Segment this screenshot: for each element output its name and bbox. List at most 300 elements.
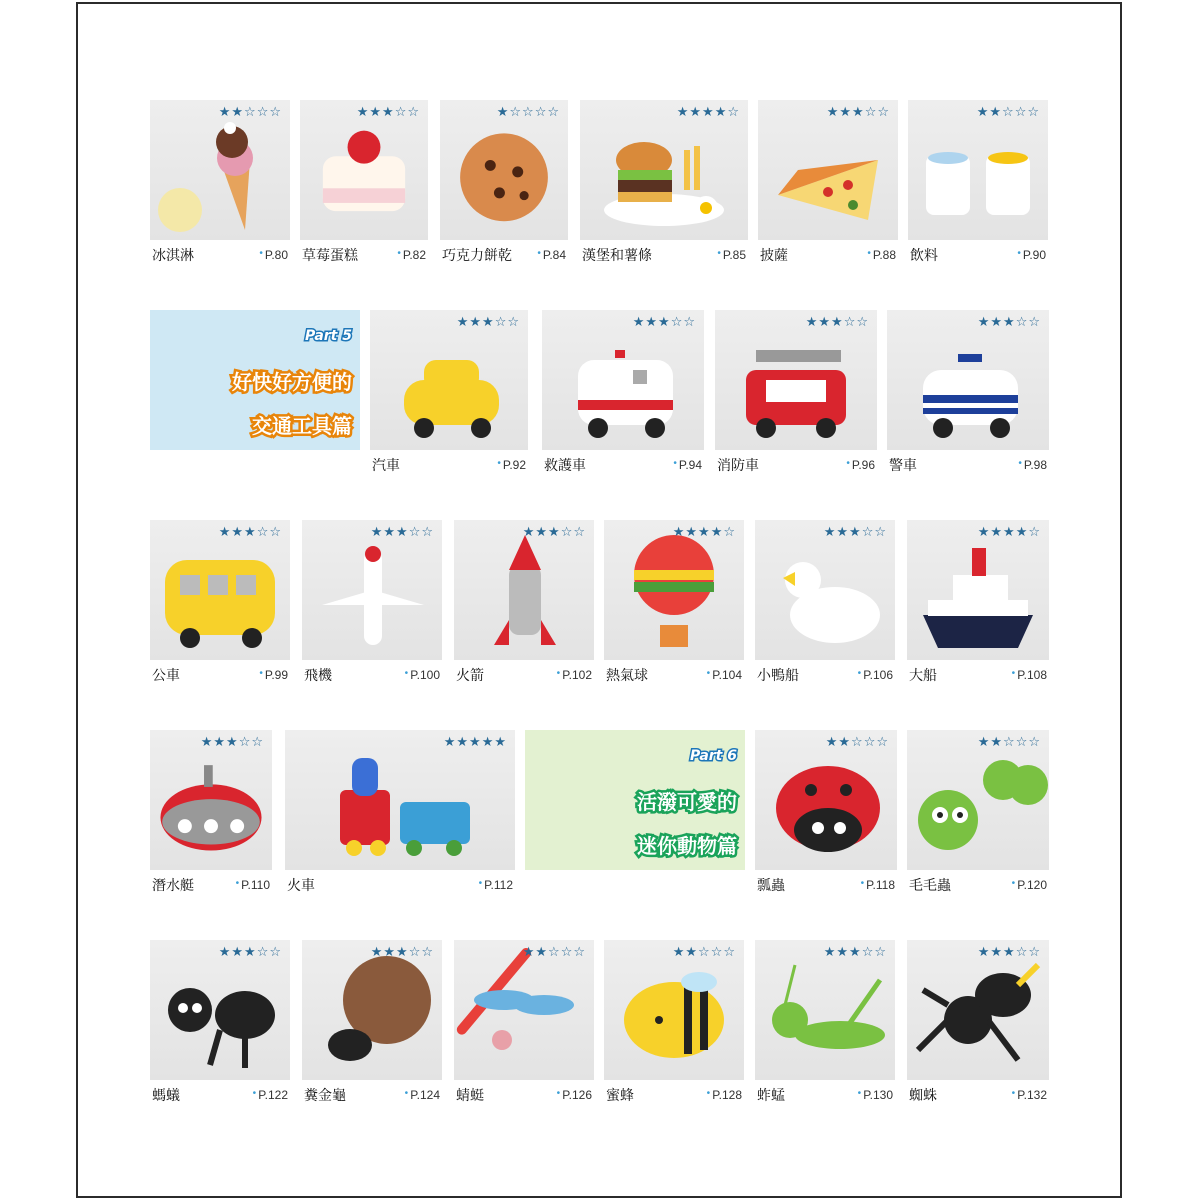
star-filled-icon: ★ [990, 945, 1004, 960]
rocket-illustration [454, 520, 594, 660]
page-reference [1012, 878, 1047, 892]
star-outline-icon: ☆ [698, 945, 711, 960]
project-photo [755, 730, 897, 870]
project-photo [604, 520, 744, 660]
star-filled-icon: ★ [369, 105, 383, 120]
bullet-icon: • [1011, 878, 1016, 889]
star-outline-icon: ☆ [723, 945, 736, 960]
star-filled-icon: ★ [396, 945, 409, 960]
pizza-illustration [758, 100, 898, 240]
star-filled-icon: ★ [685, 525, 699, 540]
bullet-icon: • [857, 1088, 862, 1099]
grasshopper-illustration [755, 940, 895, 1080]
bullet-icon: • [259, 248, 263, 259]
star-outline-icon: ☆ [723, 525, 736, 540]
star-outline-icon: ☆ [683, 315, 696, 330]
page-number: P.102 [562, 668, 592, 682]
page-reference [673, 458, 702, 472]
difficulty-stars [824, 525, 887, 541]
project-name: 蜜蜂 [606, 1088, 634, 1104]
star-filled-icon: ★ [977, 945, 991, 960]
star-filled-icon: ★ [823, 945, 837, 960]
difficulty-stars [523, 525, 586, 541]
project-photo [542, 310, 704, 450]
star-filled-icon: ★ [672, 525, 686, 540]
star-outline-icon: ☆ [421, 945, 434, 960]
page-reference [397, 248, 426, 262]
star-filled-icon: ★ [356, 105, 370, 120]
project-photo [907, 940, 1049, 1080]
star-filled-icon: ★ [396, 525, 409, 540]
project-card[interactable] [755, 940, 895, 1110]
bullet-icon: • [556, 668, 561, 679]
star-outline-icon: ☆ [509, 105, 523, 120]
project-card[interactable] [907, 520, 1049, 690]
bullet-icon: • [860, 878, 865, 889]
project-name: 火車 [287, 878, 315, 894]
difficulty-stars [978, 735, 1041, 751]
page-number: P.128 [712, 1088, 742, 1102]
page-number: P.124 [410, 1088, 440, 1102]
star-outline-icon: ☆ [1002, 105, 1015, 120]
star-filled-icon: ★ [710, 525, 724, 540]
project-name: 披薩 [760, 248, 788, 264]
project-name: 公車 [152, 668, 180, 684]
page-reference [861, 878, 895, 892]
page-reference [537, 248, 566, 262]
star-filled-icon: ★ [825, 735, 839, 750]
bullet-icon: • [556, 1088, 561, 1099]
page-number: P.94 [678, 458, 702, 472]
star-filled-icon: ★ [231, 105, 245, 120]
difficulty-stars [357, 105, 420, 121]
difficulty-stars [633, 315, 696, 331]
bullet-icon: • [867, 248, 871, 259]
star-filled-icon: ★ [382, 105, 395, 120]
bullet-icon: • [235, 878, 240, 889]
difficulty-stars [677, 105, 740, 121]
difficulty-stars [978, 945, 1041, 961]
star-outline-icon: ☆ [874, 945, 887, 960]
project-name: 警車 [889, 458, 917, 474]
project-photo [715, 310, 877, 450]
bullet-icon: • [706, 1088, 711, 1099]
page-reference [858, 668, 893, 682]
difficulty-stars [826, 735, 889, 751]
project-photo [908, 100, 1048, 240]
page-reference [405, 1088, 440, 1102]
page-reference [557, 1088, 592, 1102]
star-filled-icon: ★ [685, 945, 699, 960]
difficulty-stars [824, 945, 887, 961]
page-number: P.122 [258, 1088, 288, 1102]
project-name: 汽車 [372, 458, 400, 474]
bullet-icon: • [497, 458, 501, 469]
project-photo [370, 310, 528, 450]
page-reference [846, 458, 875, 472]
project-card[interactable] [150, 520, 290, 690]
star-outline-icon: ☆ [560, 525, 574, 540]
star-filled-icon: ★ [838, 735, 852, 750]
project-name: 小鴨船 [757, 668, 799, 684]
star-outline-icon: ☆ [727, 105, 740, 120]
star-filled-icon: ★ [469, 735, 482, 750]
star-filled-icon: ★ [836, 945, 850, 960]
star-filled-icon: ★ [672, 945, 686, 960]
project-card[interactable] [758, 100, 898, 270]
page-number: P.92 [502, 458, 526, 472]
project-name: 瓢蟲 [757, 878, 785, 894]
page-number: P.100 [410, 668, 440, 682]
project-name: 火箭 [456, 668, 484, 684]
star-outline-icon: ☆ [1028, 315, 1041, 330]
project-card[interactable] [604, 520, 744, 690]
project-name: 草莓蛋糕 [302, 248, 358, 264]
star-outline-icon: ☆ [876, 735, 889, 750]
project-card[interactable] [755, 730, 897, 900]
ship-illustration [907, 520, 1049, 660]
star-filled-icon: ★ [990, 735, 1004, 750]
star-outline-icon: ☆ [560, 945, 574, 960]
star-filled-icon: ★ [818, 315, 832, 330]
cookie-illustration [440, 100, 568, 240]
project-photo [907, 730, 1049, 870]
bus-illustration [150, 520, 290, 660]
part-label: Part 6 [689, 748, 737, 764]
dragonfly-illustration [454, 940, 594, 1080]
project-name: 蚱蜢 [757, 1088, 785, 1104]
project-photo [302, 520, 442, 660]
page-number: P.104 [712, 668, 742, 682]
difficulty-stars [978, 525, 1041, 541]
project-card[interactable] [370, 310, 528, 480]
page-number: P.108 [1017, 668, 1047, 682]
star-outline-icon: ☆ [573, 525, 586, 540]
star-filled-icon: ★ [849, 525, 862, 540]
star-filled-icon: ★ [1003, 945, 1016, 960]
star-outline-icon: ☆ [1015, 315, 1029, 330]
project-name: 潛水艇 [152, 878, 194, 894]
star-filled-icon: ★ [805, 315, 819, 330]
project-card[interactable] [302, 940, 442, 1110]
page-number: P.90 [1022, 248, 1046, 262]
star-outline-icon: ☆ [507, 315, 520, 330]
star-filled-icon: ★ [1003, 315, 1016, 330]
star-filled-icon: ★ [522, 525, 536, 540]
star-outline-icon: ☆ [670, 315, 684, 330]
burger-fries-illustration [580, 100, 748, 240]
dung-beetle-illustration [302, 940, 442, 1080]
star-filled-icon: ★ [231, 945, 245, 960]
star-filled-icon: ★ [702, 105, 715, 120]
spider-illustration [907, 940, 1049, 1080]
difficulty-stars [219, 945, 282, 961]
star-filled-icon: ★ [632, 315, 646, 330]
page-reference [259, 668, 288, 682]
page-reference [236, 878, 270, 892]
star-filled-icon: ★ [226, 735, 239, 750]
bee-illustration [604, 940, 744, 1080]
star-outline-icon: ☆ [256, 105, 270, 120]
difficulty-stars [457, 315, 520, 331]
page-reference [405, 668, 440, 682]
drinks-illustration [908, 100, 1048, 240]
project-name: 蜘蛛 [909, 1088, 937, 1104]
star-filled-icon: ★ [836, 525, 850, 540]
project-card[interactable] [542, 310, 704, 480]
page-number: P.110 [241, 878, 270, 892]
project-card[interactable] [285, 730, 515, 900]
project-photo [285, 730, 515, 870]
difficulty-stars [497, 105, 560, 121]
star-filled-icon: ★ [535, 525, 549, 540]
project-card[interactable] [580, 100, 748, 270]
project-name: 飲料 [910, 248, 938, 264]
project-card[interactable] [150, 940, 290, 1110]
star-outline-icon: ☆ [843, 315, 857, 330]
star-filled-icon: ★ [231, 525, 245, 540]
project-card[interactable] [908, 100, 1048, 270]
star-filled-icon: ★ [548, 525, 561, 540]
difficulty-stars [827, 105, 890, 121]
part-banner [525, 730, 745, 870]
star-filled-icon: ★ [849, 945, 862, 960]
star-filled-icon: ★ [658, 315, 671, 330]
project-name: 毛毛蟲 [909, 878, 951, 894]
star-filled-icon: ★ [1015, 525, 1029, 540]
project-card[interactable] [715, 310, 877, 480]
page-reference [707, 1088, 742, 1102]
star-filled-icon: ★ [218, 105, 232, 120]
star-outline-icon: ☆ [1027, 105, 1040, 120]
train-illustration [285, 730, 515, 870]
star-outline-icon: ☆ [494, 315, 508, 330]
hot-air-balloon-illustration [604, 520, 744, 660]
project-card[interactable] [454, 940, 594, 1110]
star-filled-icon: ★ [482, 315, 495, 330]
ant-illustration [150, 940, 290, 1080]
difficulty-stars [806, 315, 869, 331]
star-filled-icon: ★ [496, 105, 510, 120]
page-reference [253, 1088, 288, 1102]
star-outline-icon: ☆ [238, 735, 252, 750]
bullet-icon: • [397, 248, 401, 259]
star-filled-icon: ★ [383, 945, 397, 960]
star-filled-icon: ★ [218, 525, 232, 540]
star-filled-icon: ★ [714, 105, 728, 120]
project-name: 飛機 [304, 668, 332, 684]
difficulty-stars [219, 525, 282, 541]
star-outline-icon: ☆ [1014, 105, 1028, 120]
star-outline-icon: ☆ [269, 525, 282, 540]
project-photo [758, 100, 898, 240]
ice-cream-illustration [150, 100, 290, 240]
bullet-icon: • [857, 668, 862, 679]
star-outline-icon: ☆ [861, 945, 875, 960]
star-filled-icon: ★ [370, 525, 384, 540]
submarine-illustration [150, 730, 272, 870]
difficulty-stars [977, 105, 1040, 121]
star-filled-icon: ★ [676, 105, 690, 120]
page-reference [1018, 458, 1047, 472]
difficulty-stars [444, 735, 507, 751]
ambulance-illustration [542, 310, 704, 450]
project-photo [755, 940, 895, 1080]
project-photo [907, 520, 1049, 660]
project-name: 螞蟻 [152, 1088, 180, 1104]
bullet-icon: • [1011, 668, 1016, 679]
star-outline-icon: ☆ [534, 105, 548, 120]
part-label: Part 5 [304, 328, 352, 344]
star-filled-icon: ★ [469, 315, 483, 330]
star-outline-icon: ☆ [573, 945, 586, 960]
project-name: 熱氣球 [606, 668, 648, 684]
star-outline-icon: ☆ [877, 105, 890, 120]
project-name: 大船 [909, 668, 937, 684]
bullet-icon: • [537, 248, 541, 259]
project-photo [454, 520, 594, 660]
project-card[interactable] [604, 940, 744, 1110]
page-reference [557, 668, 592, 682]
duck-boat-illustration [755, 520, 895, 660]
star-filled-icon: ★ [481, 735, 495, 750]
star-filled-icon: ★ [990, 525, 1004, 540]
page-number: P.126 [562, 1088, 592, 1102]
star-outline-icon: ☆ [408, 525, 422, 540]
star-outline-icon: ☆ [547, 105, 560, 120]
star-filled-icon: ★ [689, 105, 703, 120]
project-card[interactable] [150, 730, 272, 900]
project-photo [150, 940, 290, 1080]
page-reference [717, 248, 746, 262]
bullet-icon: • [706, 668, 711, 679]
page-reference [479, 878, 513, 892]
star-filled-icon: ★ [200, 735, 214, 750]
star-filled-icon: ★ [535, 945, 549, 960]
page-number: P.82 [402, 248, 426, 262]
bullet-icon: • [1011, 1088, 1016, 1099]
star-outline-icon: ☆ [548, 945, 561, 960]
project-card[interactable] [907, 730, 1049, 900]
star-filled-icon: ★ [1003, 525, 1016, 540]
star-filled-icon: ★ [456, 735, 470, 750]
part-banner [150, 310, 360, 450]
project-card[interactable] [440, 100, 568, 270]
star-filled-icon: ★ [823, 525, 837, 540]
star-filled-icon: ★ [839, 105, 853, 120]
difficulty-stars [219, 105, 282, 121]
page-reference [497, 458, 526, 472]
difficulty-stars [978, 315, 1041, 331]
bullet-icon: • [1018, 458, 1022, 469]
project-photo [604, 940, 744, 1080]
project-card[interactable] [150, 100, 290, 270]
project-card[interactable] [887, 310, 1049, 480]
star-filled-icon: ★ [370, 945, 384, 960]
star-outline-icon: ☆ [861, 525, 875, 540]
star-outline-icon: ☆ [1015, 945, 1029, 960]
part-title-line2: 迷你動物篇 [637, 834, 737, 858]
star-outline-icon: ☆ [256, 945, 270, 960]
star-outline-icon: ☆ [863, 735, 877, 750]
page-number: P.120 [1017, 878, 1047, 892]
star-filled-icon: ★ [852, 105, 865, 120]
difficulty-stars [201, 735, 264, 751]
project-photo [150, 730, 272, 870]
difficulty-stars [673, 525, 736, 541]
project-photo [150, 520, 290, 660]
page-number: P.112 [484, 878, 513, 892]
star-outline-icon: ☆ [408, 945, 422, 960]
star-outline-icon: ☆ [522, 105, 535, 120]
project-photo [300, 100, 428, 240]
project-card[interactable] [755, 520, 895, 690]
star-filled-icon: ★ [989, 105, 1003, 120]
airplane-illustration [302, 520, 442, 660]
project-photo [440, 100, 568, 240]
star-outline-icon: ☆ [1015, 735, 1029, 750]
project-photo [580, 100, 748, 240]
police-car-illustration [887, 310, 1049, 450]
star-outline-icon: ☆ [1028, 525, 1041, 540]
project-photo [454, 940, 594, 1080]
project-name: 糞金龜 [304, 1088, 346, 1104]
part-title-line1: 好快好方便的 [232, 370, 352, 394]
bullet-icon: • [252, 1088, 257, 1099]
bullet-icon: • [404, 1088, 409, 1099]
page-number: P.132 [1017, 1088, 1047, 1102]
star-outline-icon: ☆ [421, 525, 434, 540]
star-filled-icon: ★ [698, 525, 711, 540]
star-filled-icon: ★ [244, 945, 257, 960]
star-filled-icon: ★ [990, 315, 1004, 330]
project-card[interactable] [907, 940, 1049, 1110]
page-reference [867, 248, 896, 262]
page-number: P.106 [863, 668, 893, 682]
project-name: 漢堡和薯條 [582, 248, 652, 264]
page-reference [707, 668, 742, 682]
car-illustration [370, 310, 528, 450]
project-card[interactable] [300, 100, 428, 270]
project-name: 蜻蜓 [456, 1088, 484, 1104]
bullet-icon: • [1017, 248, 1021, 259]
project-name: 救護車 [544, 458, 586, 474]
star-outline-icon: ☆ [1003, 735, 1016, 750]
project-photo [150, 100, 290, 240]
bullet-icon: • [259, 668, 263, 679]
star-filled-icon: ★ [826, 105, 840, 120]
difficulty-stars [371, 945, 434, 961]
star-filled-icon: ★ [443, 735, 457, 750]
fire-truck-illustration [715, 310, 877, 450]
star-filled-icon: ★ [977, 735, 991, 750]
star-outline-icon: ☆ [851, 735, 864, 750]
star-filled-icon: ★ [456, 315, 470, 330]
page-number: P.88 [872, 248, 896, 262]
project-card[interactable] [454, 520, 594, 690]
bullet-icon: • [846, 458, 850, 469]
star-filled-icon: ★ [383, 525, 397, 540]
project-card[interactable] [302, 520, 442, 690]
star-outline-icon: ☆ [269, 105, 282, 120]
bullet-icon: • [673, 458, 677, 469]
project-photo [887, 310, 1049, 450]
page-number: P.84 [542, 248, 566, 262]
star-filled-icon: ★ [522, 945, 536, 960]
star-outline-icon: ☆ [874, 525, 887, 540]
project-photo [755, 520, 895, 660]
star-outline-icon: ☆ [251, 735, 264, 750]
